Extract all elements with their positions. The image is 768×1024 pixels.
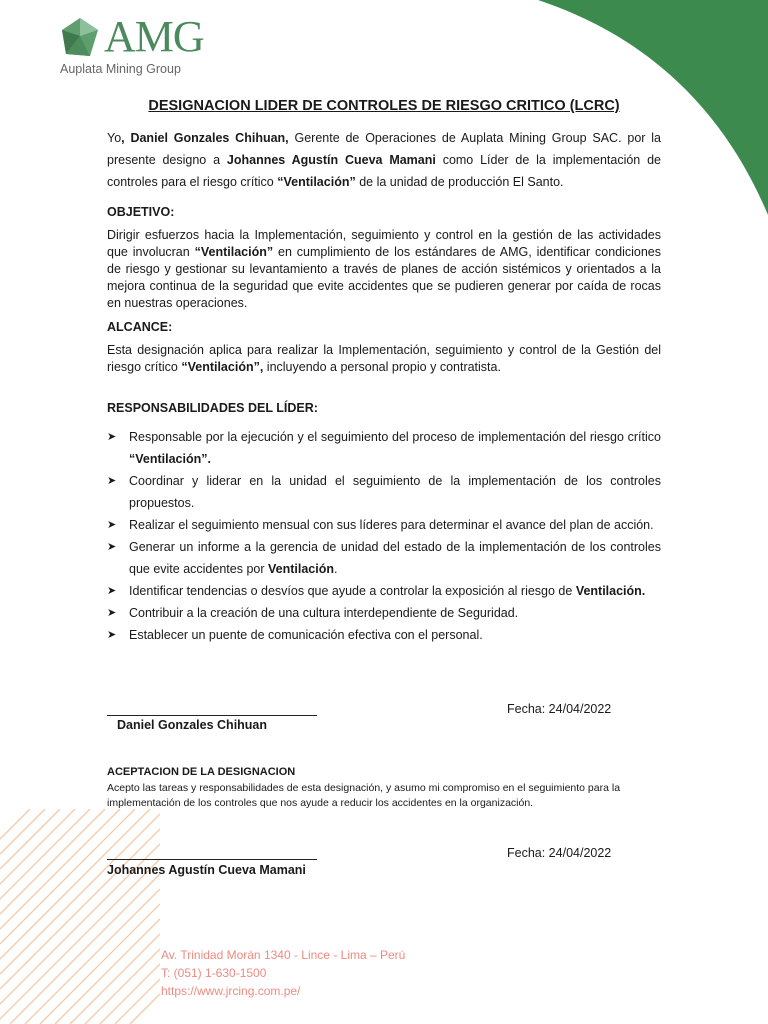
intro-paragraph: Yo, Daniel Gonzales Chihuan, Gerente de Operaciones de Auplata Mining Group SAC. por la presente designo a Johannes Agustín Cueva Mamani como Líder de la implementación de controles para el riesgo crítico “Ventilación” de la unidad de producción El Santo. xyxy=(107,131,661,189)
logo-brand: AMG xyxy=(104,12,204,61)
arrow-bullet-icon: ➤ xyxy=(107,541,117,553)
diagonal-stripes-decoration xyxy=(0,809,160,1024)
list-item: ➤ Realizar el seguimiento mensual con sus líderes para determinar el avance del plan de acción. xyxy=(107,514,661,536)
logo-subtitle: Auplata Mining Group xyxy=(60,62,181,76)
responsabilidades-heading: RESPONSABILIDADES DEL LÍDER: xyxy=(107,401,318,415)
alcance-heading: ALCANCE: xyxy=(107,320,173,334)
aceptacion-heading: ACEPTACION DE LA DESIGNACION xyxy=(107,766,296,778)
signature-line-1 xyxy=(107,715,317,716)
arrow-bullet-icon: ➤ xyxy=(107,519,117,531)
list-item: ➤ Generar un informe a la gerencia de unidad del estado de la implementación de los controles que evite accidentes por Ventilación. xyxy=(107,536,661,580)
footer-contact xyxy=(161,946,405,1000)
arrow-bullet-icon: ➤ xyxy=(107,475,117,487)
alcance-paragraph: Esta designación aplica para realizar la Implementación, seguimiento y control de la Gestión del riesgo crítico “Ventilación”, incluyendo a personal propio y contratista. xyxy=(107,343,661,374)
date-2: Fecha: 24/04/2022 xyxy=(507,846,612,860)
footer-address: Av. Trinidad Morán 1340 - Lince - Lima – Perú xyxy=(161,948,406,962)
arrow-bullet-icon: ➤ xyxy=(107,629,117,641)
company-logo xyxy=(60,14,220,78)
list-item: ➤ Responsable por la ejecución y el seguimiento del proceso de implementación del riesgo crítico “Ventilación”. xyxy=(107,426,661,470)
arrow-bullet-icon: ➤ xyxy=(107,431,117,443)
list-item: ➤ Coordinar y liderar en la unidad el seguimiento de la implementación de los controles propuestos. xyxy=(107,470,661,514)
list-item: ➤ Identificar tendencias o desvíos que ayude a controlar la exposición al riesgo de Ventilación. xyxy=(107,580,661,602)
footer-website-link[interactable]: https://www.jrcing.com.pe/ xyxy=(161,984,301,998)
signature-line-2 xyxy=(107,859,317,860)
aceptacion-paragraph: Acepto las tareas y responsabilidades de esta designación, y asumo mi compromiso en el seguimiento para la implementación de los controles que nos ayude a reducir los accidentes en la organización. xyxy=(107,782,621,809)
signer-name-2: Johannes Agustín Cueva Mamani xyxy=(107,863,306,877)
list-item: ➤ Establecer un puente de comunicación efectiva con el personal. xyxy=(107,624,661,646)
arrow-bullet-icon: ➤ xyxy=(107,607,117,619)
signer-name-1: Daniel Gonzales Chihuan xyxy=(117,718,268,732)
document-title: DESIGNACION LIDER DE CONTROLES DE RIESGO CRITICO (LCRC) xyxy=(148,98,620,114)
footer-phone: T: (051) 1-630-1500 xyxy=(161,966,267,980)
arrow-bullet-icon: ➤ xyxy=(107,585,117,597)
date-1: Fecha: 24/04/2022 xyxy=(507,702,612,716)
gem-logo-icon xyxy=(60,16,100,60)
list-item: ➤ Contribuir a la creación de una cultura interdependiente de Seguridad. xyxy=(107,602,661,624)
objetivo-paragraph: Dirigir esfuerzos hacia la Implementación, seguimiento y control en la gestión de las actividades que involucran “Ventilación” en cumplimiento de los estándares de AMG, identificar condiciones de riesgo y gestionar su levantamiento a través de planes de acción sistémicos y orientados a la mejora continua de la seguridad que evite accidentes que se pudieren generar por caída de rocas en nuestras operaciones. xyxy=(107,228,662,310)
objetivo-heading: OBJETIVO: xyxy=(107,205,175,219)
responsabilidades-list xyxy=(107,426,661,646)
